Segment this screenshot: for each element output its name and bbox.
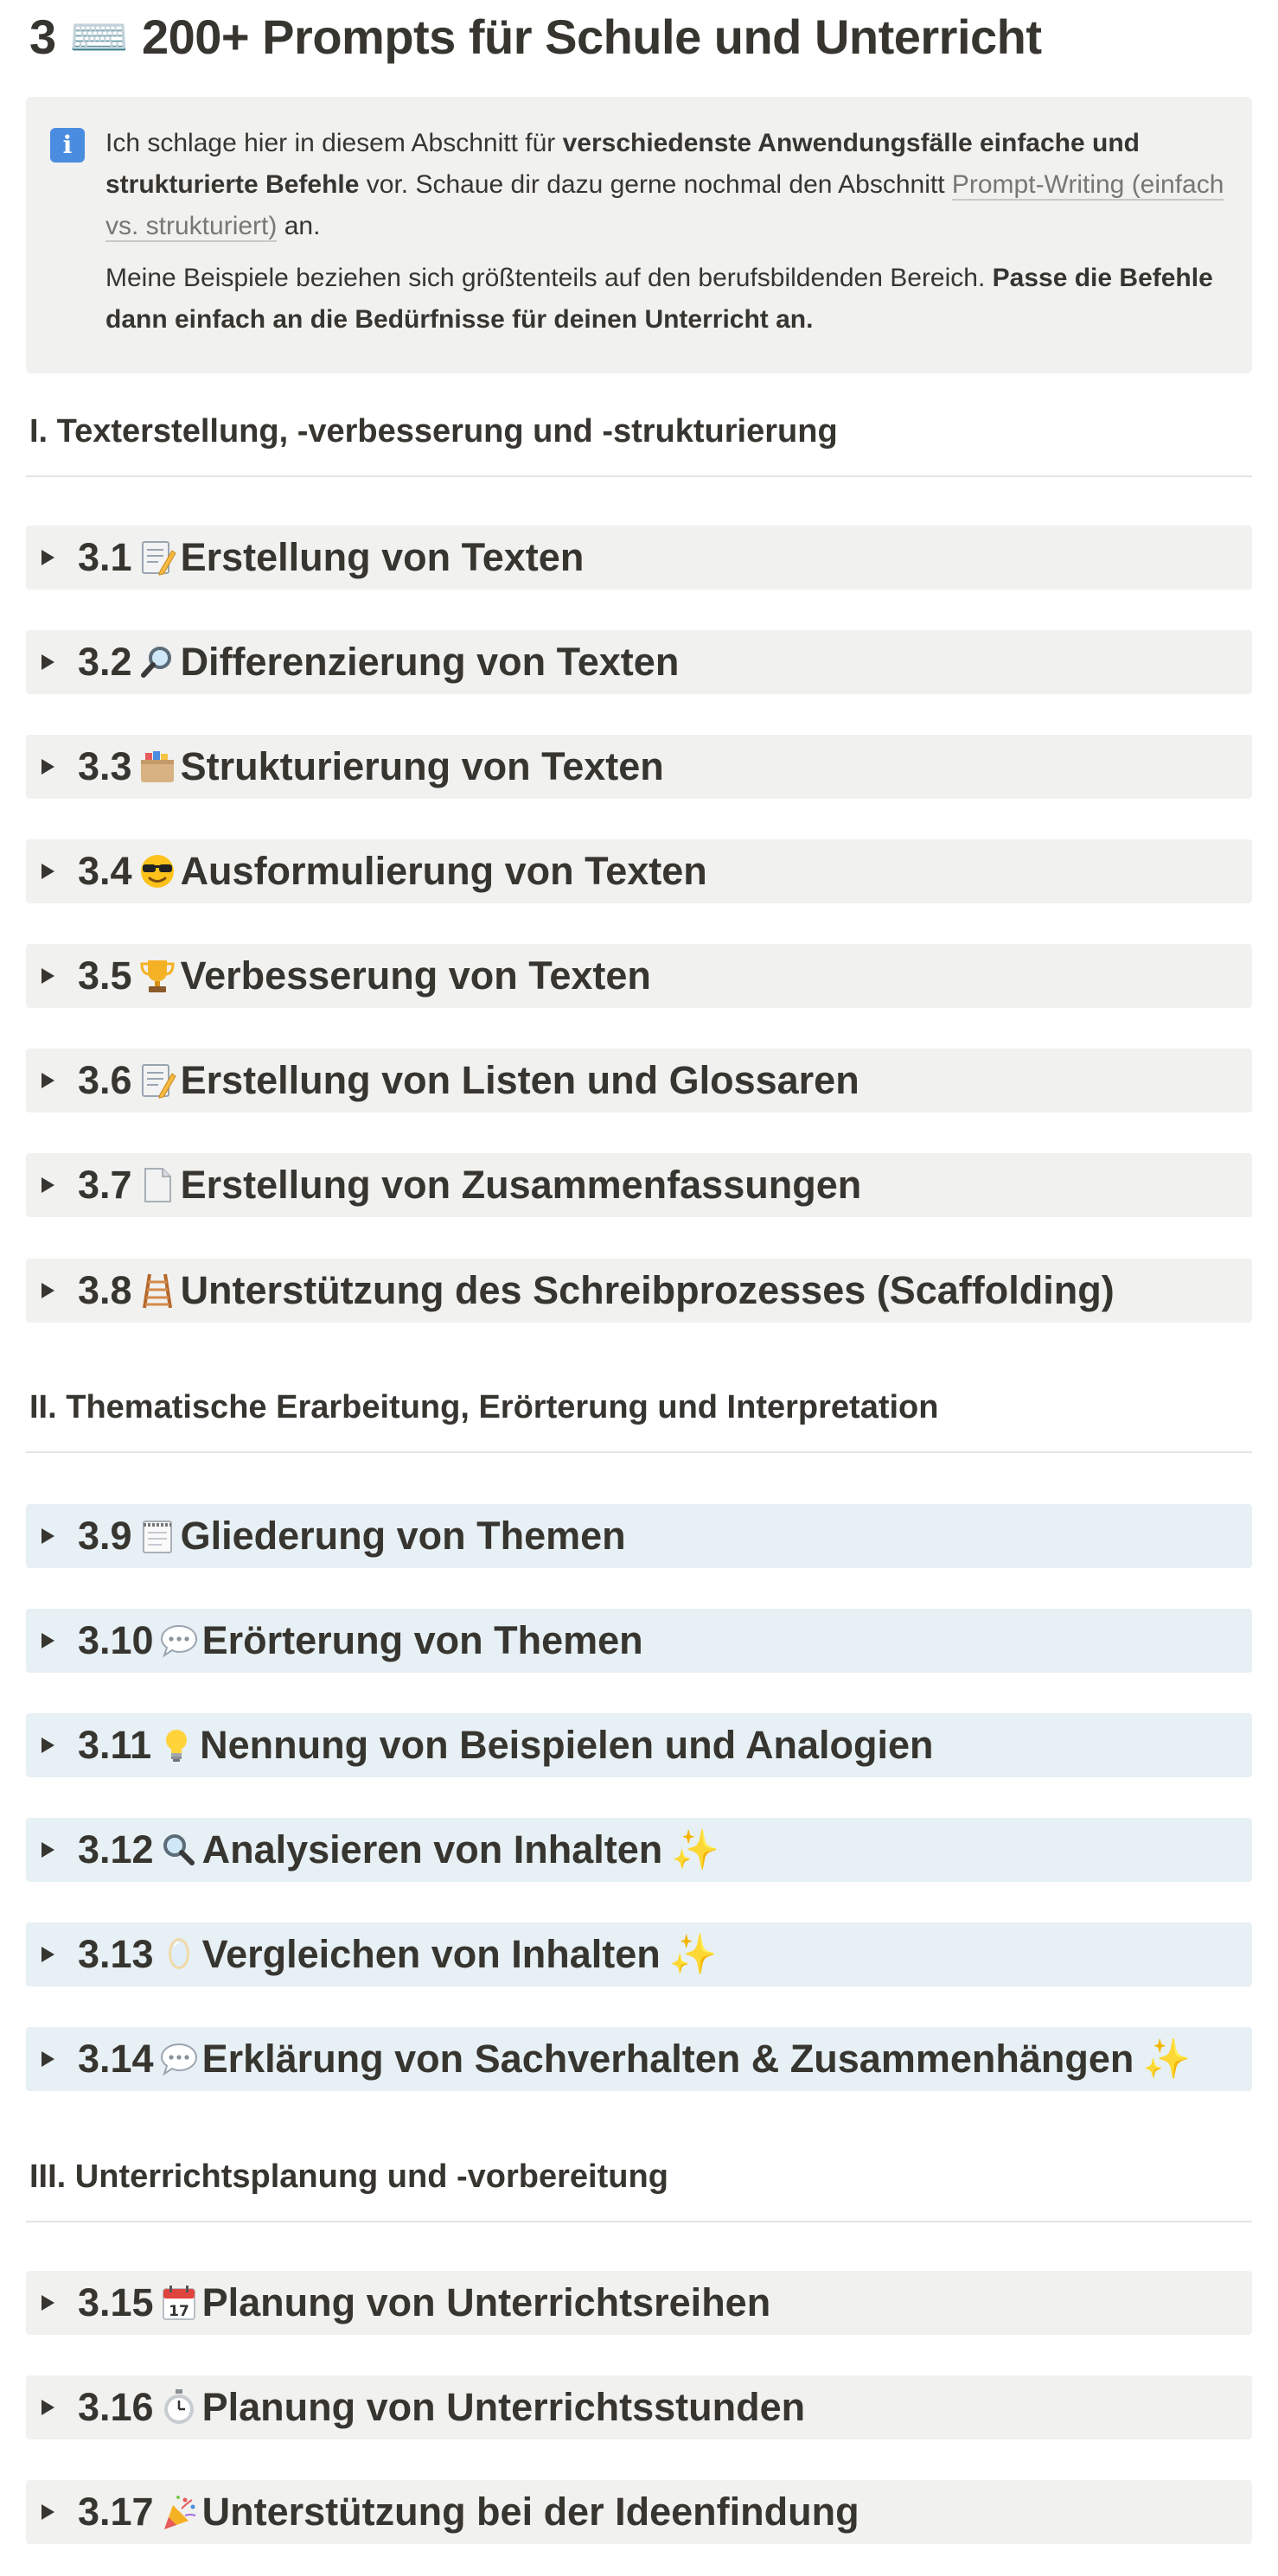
info-icon: i bbox=[50, 128, 85, 163]
toggle-title: Analysieren von Inhalten bbox=[201, 1827, 663, 1871]
toggle-3-4[interactable] bbox=[26, 839, 1252, 903]
toggle-arrow-icon[interactable] bbox=[42, 759, 54, 775]
card-index-icon bbox=[137, 748, 177, 786]
section-divider bbox=[26, 1451, 1252, 1453]
toggle-number: 3.8 bbox=[78, 1268, 132, 1312]
document-icon bbox=[137, 1166, 177, 1204]
ladder-icon bbox=[137, 1272, 177, 1310]
toggle-number: 3.1 bbox=[78, 535, 132, 579]
toggle-number: 3.5 bbox=[78, 953, 132, 998]
toggle-label bbox=[78, 2375, 805, 2439]
toggle-label bbox=[78, 1504, 626, 1568]
memo-icon bbox=[137, 1062, 177, 1100]
section-divider bbox=[26, 475, 1252, 477]
toggle-number: 3.3 bbox=[78, 744, 132, 788]
memo-icon bbox=[137, 539, 177, 577]
sunglasses-face-icon bbox=[137, 852, 177, 890]
prompt-writing-link[interactable]: Prompt-Writing (einfach vs. strukturiert) bbox=[105, 170, 1224, 240]
toggle-3-11[interactable] bbox=[26, 1713, 1252, 1777]
toggle-title: Strukturierung von Texten bbox=[180, 744, 664, 788]
trophy-icon bbox=[137, 957, 177, 995]
section-heading: I. Texterstellung, -verbesserung und -strukturierung bbox=[29, 413, 838, 450]
callout-paragraph-1 bbox=[105, 123, 1230, 247]
callout-text-part: Meine Beispiele beziehen sich größtenteils auf den berufsbildenden Bereich. bbox=[105, 264, 993, 292]
toggle-title: Erstellung von Listen und Glossaren bbox=[180, 1058, 859, 1102]
toggle-title: Erklärung von Sachverhalten & Zusammenhängen bbox=[201, 2037, 1134, 2081]
toggle-label bbox=[78, 2271, 770, 2335]
toggle-number: 3.6 bbox=[78, 1058, 132, 1102]
toggle-arrow-icon[interactable] bbox=[42, 864, 54, 879]
toggle-title: Erörterung von Themen bbox=[201, 1618, 643, 1662]
stopwatch-icon bbox=[159, 2388, 199, 2426]
toggle-arrow-icon[interactable] bbox=[42, 2400, 54, 2415]
mirror-icon bbox=[159, 1935, 199, 1973]
callout-text-part: Ich schlage hier in diesem Abschnitt für bbox=[105, 129, 563, 157]
toggle-3-5[interactable] bbox=[26, 944, 1252, 1008]
sparkles-icon: ✨ bbox=[668, 1931, 718, 1977]
toggle-arrow-icon[interactable] bbox=[42, 1633, 54, 1648]
toggle-label bbox=[78, 1259, 1115, 1323]
toggle-number: 3.15 bbox=[78, 2280, 154, 2324]
toggle-title: Erstellung von Zusammenfassungen bbox=[180, 1163, 862, 1207]
toggle-arrow-icon[interactable] bbox=[42, 654, 54, 670]
toggle-arrow-icon[interactable] bbox=[42, 968, 54, 984]
sparkles-icon: ✨ bbox=[671, 1827, 720, 1872]
toggle-number: 3.11 bbox=[78, 1723, 152, 1767]
toggle-title: Ausformulierung von Texten bbox=[180, 849, 707, 893]
toggle-3-7[interactable] bbox=[26, 1153, 1252, 1217]
party-popper-icon bbox=[159, 2493, 199, 2531]
callout-text-part: an. bbox=[277, 212, 321, 240]
toggle-arrow-icon[interactable] bbox=[42, 1073, 54, 1088]
toggle-label bbox=[78, 1922, 718, 1986]
toggle-label bbox=[78, 1153, 861, 1217]
callout-text bbox=[105, 123, 1230, 341]
toggle-number: 3.12 bbox=[78, 1827, 154, 1871]
toggle-3-14[interactable] bbox=[26, 2027, 1252, 2091]
toggle-number: 3.9 bbox=[78, 1514, 132, 1558]
toggle-title: Verbesserung von Texten bbox=[180, 953, 651, 998]
toggle-3-2[interactable] bbox=[26, 630, 1252, 694]
toggle-arrow-icon[interactable] bbox=[42, 2504, 54, 2520]
toggle-arrow-icon[interactable] bbox=[42, 2295, 54, 2311]
toggle-3-9[interactable] bbox=[26, 1504, 1252, 1568]
toggle-arrow-icon[interactable] bbox=[42, 1283, 54, 1298]
toggle-arrow-icon[interactable] bbox=[42, 1177, 54, 1193]
toggle-title: Planung von Unterrichtsreihen bbox=[201, 2280, 771, 2324]
section-heading: III. Unterrichtsplanung und -vorbereitung bbox=[29, 2158, 668, 2195]
toggle-arrow-icon[interactable] bbox=[42, 1738, 54, 1753]
info-callout bbox=[26, 97, 1252, 373]
callout-bold-text: Passe die Befehle dann einfach an die Bedürfnisse für deinen Unterricht an. bbox=[105, 264, 1213, 334]
toggle-number: 3.14 bbox=[78, 2037, 154, 2081]
toggle-number: 3.4 bbox=[78, 849, 132, 893]
speech-bubble-icon bbox=[159, 2040, 199, 2078]
toggle-3-3[interactable] bbox=[26, 735, 1252, 799]
toggle-label bbox=[78, 1818, 719, 1882]
callout-bold-text: verschiedenste Anwendungsfälle einfache und strukturierte Befehle bbox=[105, 129, 1140, 199]
toggle-3-15[interactable] bbox=[26, 2271, 1252, 2335]
toggle-number: 3.2 bbox=[78, 640, 132, 684]
toggle-title: Nennung von Beispielen und Analogien bbox=[200, 1723, 934, 1767]
toggle-3-6[interactable] bbox=[26, 1049, 1252, 1113]
toggle-title: Vergleichen von Inhalten bbox=[201, 1932, 661, 1976]
toggle-number: 3.10 bbox=[78, 1618, 154, 1662]
toggle-label bbox=[78, 944, 651, 1008]
toggle-arrow-icon[interactable] bbox=[42, 1528, 54, 1544]
toggle-label bbox=[78, 2027, 1191, 2091]
toggle-label bbox=[78, 1713, 933, 1777]
toggle-title: Erstellung von Texten bbox=[180, 535, 585, 579]
toggle-arrow-icon[interactable] bbox=[42, 1947, 54, 1962]
toggle-arrow-icon[interactable] bbox=[42, 2051, 54, 2067]
toggle-label bbox=[78, 526, 584, 590]
toggle-arrow-icon[interactable] bbox=[42, 550, 54, 565]
section-divider bbox=[26, 2221, 1252, 2222]
toggle-3-8[interactable] bbox=[26, 1259, 1252, 1323]
toggle-label bbox=[78, 839, 707, 903]
toggle-3-10[interactable] bbox=[26, 1609, 1252, 1673]
toggle-title: Planung von Unterrichtsstunden bbox=[201, 2385, 806, 2429]
callout-paragraph-2 bbox=[105, 258, 1230, 341]
sparkles-icon: ✨ bbox=[1142, 2036, 1192, 2082]
toggle-arrow-icon[interactable] bbox=[42, 1842, 54, 1858]
toggle-label bbox=[78, 2480, 859, 2544]
section-heading: II. Thematische Erarbeitung, Erörterung und Interpretation bbox=[29, 1389, 939, 1425]
speech-bubble-icon bbox=[159, 1622, 199, 1660]
toggle-number: 3.7 bbox=[78, 1163, 132, 1207]
toggle-title: Unterstützung des Schreibprozesses (Scaffolding) bbox=[180, 1268, 1115, 1312]
toggle-3-13[interactable] bbox=[26, 1922, 1252, 1986]
toggle-3-1[interactable] bbox=[26, 526, 1252, 590]
magnifier-right-icon bbox=[159, 1831, 199, 1869]
toggle-number: 3.16 bbox=[78, 2385, 154, 2429]
calendar-icon bbox=[159, 2284, 199, 2322]
toggle-label bbox=[78, 735, 664, 799]
toggle-number: 3.17 bbox=[78, 2490, 154, 2534]
toggle-3-17[interactable] bbox=[26, 2480, 1252, 2544]
toggle-3-16[interactable] bbox=[26, 2375, 1252, 2439]
light-bulb-icon bbox=[157, 1726, 196, 1764]
magnifier-icon bbox=[137, 643, 177, 681]
toggle-label bbox=[78, 1609, 643, 1673]
svg-text:17: 17 bbox=[168, 2303, 189, 2320]
toggle-title: Gliederung von Themen bbox=[180, 1514, 626, 1558]
toggle-3-12[interactable] bbox=[26, 1818, 1252, 1882]
toggle-label bbox=[78, 1049, 859, 1113]
toggle-title: Differenzierung von Texten bbox=[180, 640, 680, 684]
page-title: 3 ⌨️ 200+ Prompts für Schule und Unterricht bbox=[29, 10, 1042, 64]
toggle-number: 3.13 bbox=[78, 1932, 154, 1976]
toggle-label bbox=[78, 630, 679, 694]
callout-text-part: vor. Schaue dir dazu gerne nochmal den Abschnitt bbox=[359, 170, 952, 199]
notepad-icon bbox=[137, 1517, 177, 1555]
toggle-title: Unterstützung bei der Ideenfindung bbox=[201, 2490, 859, 2534]
